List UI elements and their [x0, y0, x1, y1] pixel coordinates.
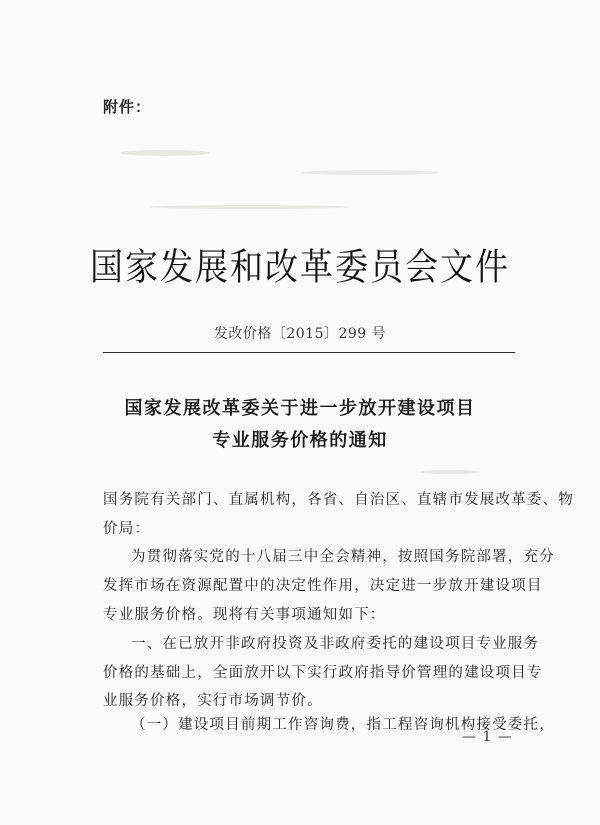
body-paragraph-line: （一）建设项目前期工作咨询费，指工程咨询机构接受委托，	[131, 717, 555, 733]
body-paragraph-line: 价格的基础上，全面放开以下实行政府指导价管理的建设项目专	[103, 665, 543, 681]
scan-artifact	[120, 150, 210, 156]
notice-title-line-2: 专业服务价格的通知	[212, 430, 388, 451]
body-paragraph-line: 发挥市场在资源配置中的决定性作用，决定进一步放开建设项目	[103, 578, 543, 594]
body-paragraph-line: 一、在已放开非政府投资及非政府委托的建设项目专业服务	[131, 636, 540, 652]
scan-artifact	[150, 205, 350, 209]
attachment-label: 附件：	[103, 98, 152, 116]
header-divider	[103, 352, 515, 353]
scan-artifact	[420, 470, 480, 474]
body-paragraph-line: 为贯彻落实党的十八届三中全会精神，按照国务院部署，充分	[131, 549, 555, 565]
body-paragraph-line: 业服务价格，实行市场调节价。	[103, 693, 323, 709]
recipients-line-2: 价局：	[103, 521, 151, 537]
scan-artifact	[300, 170, 440, 175]
notice-title-line-1: 国家发展改革委关于进一步放开建设项目	[124, 398, 476, 419]
document-number: 发改价格〔2015〕299 号	[213, 326, 387, 342]
issuing-authority-header: 国家发展和改革委员会文件	[90, 244, 510, 289]
page-number: — 1 —	[462, 729, 513, 745]
body-paragraph-line: 专业服务价格。现将有关事项通知如下：	[103, 607, 386, 623]
recipients-line-1: 国务院有关部门、直属机构，各省、自治区、直辖市发展改革委、物	[103, 492, 574, 508]
